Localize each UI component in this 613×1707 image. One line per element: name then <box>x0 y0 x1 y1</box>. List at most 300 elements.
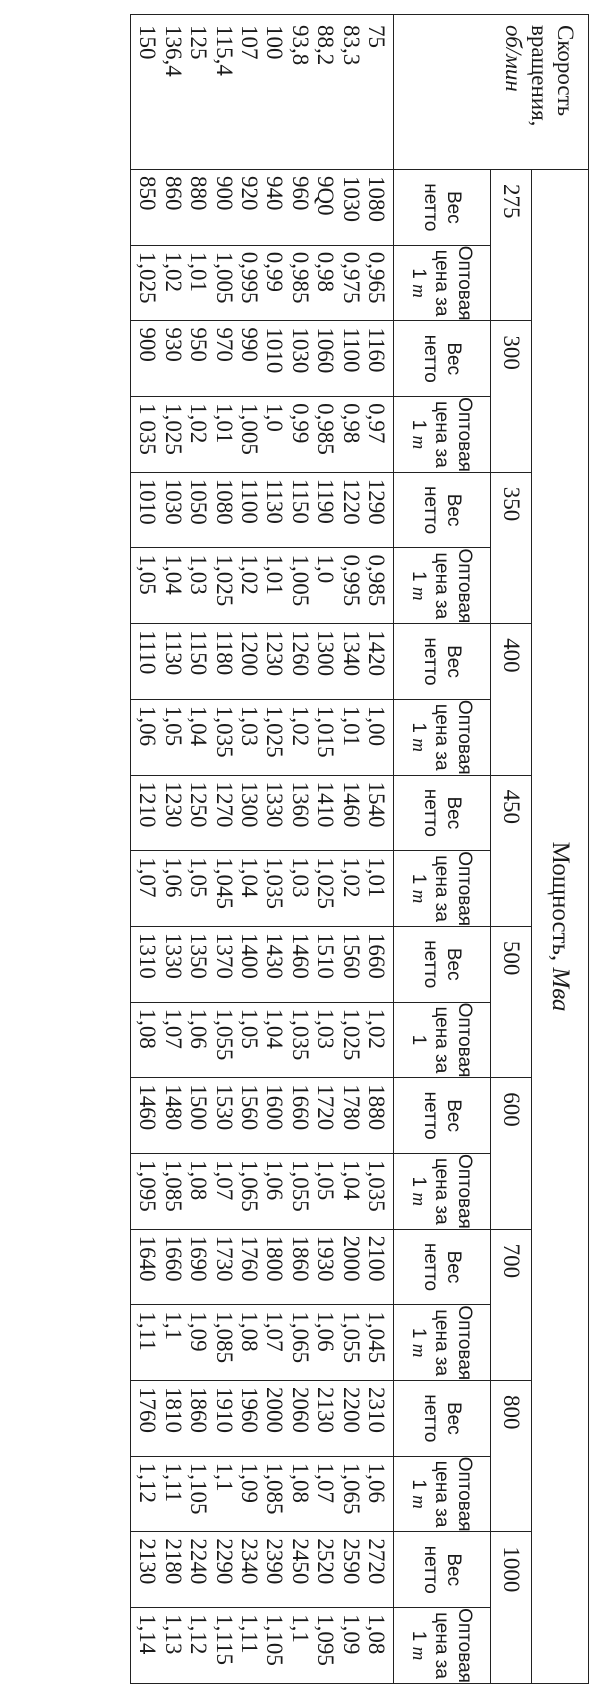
price-value: 1,06 <box>186 1008 212 1049</box>
price-value: 1,02 <box>287 705 313 747</box>
price-value: 1,065 <box>338 1462 364 1515</box>
price-label-line2: цена за 1 <box>408 249 453 317</box>
price-value: 1,06 <box>364 1462 389 1503</box>
price-header <box>394 1153 491 1229</box>
weight-value: 2130 <box>135 1538 161 1585</box>
price-value: 1,1 <box>287 1614 313 1643</box>
price-values-cell <box>130 1153 393 1229</box>
speed-value: 107 <box>236 25 262 60</box>
price-value: 1,005 <box>287 554 313 607</box>
price-value: 1,035 <box>262 857 288 909</box>
speed-value: 93,8 <box>287 25 313 66</box>
weight-value: 1510 <box>313 932 339 979</box>
price-value: 1,07 <box>135 857 161 898</box>
weight-value: 930 <box>160 327 186 362</box>
weight-value: 1300 <box>236 781 262 828</box>
price-value: 1,085 <box>262 1462 288 1515</box>
weight-value: 1720 <box>313 1084 339 1131</box>
weight-value: 2060 <box>287 1387 313 1433</box>
price-unit: т <box>408 1495 430 1509</box>
weight-value: 1880 <box>364 1084 389 1131</box>
weight-value: 1190 <box>313 478 339 524</box>
weight-value: 1210 <box>135 781 161 828</box>
price-value: 1,01 <box>211 403 237 444</box>
weight-value: 1780 <box>338 1084 364 1131</box>
weight-value: 2200 <box>338 1387 364 1433</box>
weight-value: 2390 <box>262 1538 288 1585</box>
weight-value: 1300 <box>313 630 339 677</box>
weight-value: 9Q0 <box>313 176 339 216</box>
price-value: 1,11 <box>236 1614 262 1654</box>
power-value: 800 <box>491 1381 532 1532</box>
weight-value: 1480 <box>160 1084 186 1131</box>
power-unit: Мва <box>547 967 574 1012</box>
price-value: 1,055 <box>287 1159 313 1212</box>
weight-value: 1340 <box>338 630 364 677</box>
price-value: 1,04 <box>262 1008 288 1049</box>
price-value: 1,055 <box>338 1311 364 1364</box>
price-header <box>394 1002 491 1078</box>
weight-value: 1960 <box>236 1387 262 1433</box>
weight-value: 950 <box>186 327 212 362</box>
weight-value: 1330 <box>262 781 288 828</box>
price-value: 1,0 <box>262 403 288 432</box>
weight-value: 1220 <box>338 478 364 525</box>
price-value: 1,07 <box>313 1462 339 1503</box>
weight-values-cell <box>130 1381 393 1457</box>
weight-value: 1310 <box>135 932 161 979</box>
price-value: 1,115 <box>211 1614 237 1665</box>
price-value: 1,095 <box>313 1614 339 1666</box>
speed-values-cell <box>130 15 393 170</box>
weight-value: 1030 <box>160 478 186 525</box>
price-value: 1,08 <box>364 1614 389 1655</box>
weight-value: 1290 <box>364 478 389 525</box>
weight-values-cell <box>130 1229 393 1305</box>
price-value: 1,02 <box>236 554 262 595</box>
weight-value: 1050 <box>186 478 212 525</box>
weight-value: 1080 <box>364 176 389 222</box>
weight-label: Вес нетто <box>420 1091 464 1140</box>
weight-value: 1460 <box>287 932 313 979</box>
weight-header <box>394 170 491 246</box>
price-header <box>394 245 491 321</box>
subheader-row <box>394 15 491 1684</box>
price-value: 1,12 <box>186 1614 212 1655</box>
power-value: 500 <box>491 926 532 1077</box>
price-value: 1,09 <box>338 1614 364 1655</box>
price-unit: т <box>408 586 430 601</box>
power-value: 400 <box>491 624 532 775</box>
price-value: 1,025 <box>338 1008 364 1061</box>
price-header <box>394 548 491 624</box>
price-value: 1,12 <box>135 1462 161 1503</box>
price-value: 1,05 <box>236 1008 262 1049</box>
weight-label: Вес нетто <box>420 940 464 989</box>
weight-value: 1600 <box>262 1084 288 1131</box>
weight-value: 2310 <box>364 1387 389 1433</box>
power-value: 275 <box>491 170 532 321</box>
power-title: Мощность, <box>547 841 574 962</box>
price-value: 1,02 <box>364 1008 389 1049</box>
weight-values-cell <box>130 1532 393 1608</box>
weight-label: Вес нетто <box>420 183 464 232</box>
weight-value: 860 <box>160 176 186 211</box>
price-value: 0,995 <box>338 554 364 607</box>
price-value: 1,065 <box>287 1311 313 1364</box>
weight-value: 1400 <box>236 932 262 979</box>
price-value: 1,02 <box>338 857 364 898</box>
weight-values-cell <box>130 321 393 397</box>
price-value: 1,045 <box>364 1311 389 1364</box>
weight-value: 1460 <box>338 781 364 828</box>
speed-value: 125 <box>186 25 212 60</box>
weight-value: 1160 <box>364 327 389 373</box>
price-values-cell <box>130 548 393 624</box>
weight-value: 970 <box>211 327 237 362</box>
weight-value: 1030 <box>338 176 364 222</box>
weight-value: 1150 <box>287 478 313 524</box>
price-value: 0,985 <box>313 403 339 455</box>
price-value: 0,965 <box>364 251 389 304</box>
price-header <box>394 1456 491 1532</box>
weight-header <box>394 321 491 397</box>
speed-column-header <box>394 15 589 170</box>
price-values-cell <box>130 1608 393 1684</box>
weight-label: Вес нетто <box>420 637 464 686</box>
speed-value: 88,2 <box>313 25 339 66</box>
price-unit: т <box>408 284 430 298</box>
price-value: 1,08 <box>236 1311 262 1352</box>
weight-value: 1410 <box>313 781 339 828</box>
weight-value: 2290 <box>211 1538 237 1585</box>
price-value: 0,99 <box>262 251 288 292</box>
price-header <box>394 1608 491 1684</box>
weight-value: 1730 <box>211 1235 237 1282</box>
price-value: 1,03 <box>186 554 212 595</box>
price-value: 1,13 <box>160 1614 186 1655</box>
price-values-cell <box>130 245 393 321</box>
weight-value: 2340 <box>236 1538 262 1585</box>
price-value: 1,005 <box>236 403 262 455</box>
price-value: 1,105 <box>262 1614 288 1666</box>
speed-value: 150 <box>135 25 161 60</box>
weight-value: 1370 <box>211 932 237 979</box>
weight-value: 1560 <box>338 932 364 979</box>
weight-label: Вес нетто <box>420 1394 464 1443</box>
weight-value: 2720 <box>364 1538 389 1585</box>
weight-value: 1660 <box>287 1084 313 1131</box>
price-value: 1,11 <box>160 1462 186 1503</box>
speed-value: 83,3 <box>338 25 364 66</box>
power-header <box>532 170 589 1684</box>
price-value: 1,1 <box>211 1462 237 1492</box>
weight-header <box>394 1532 491 1608</box>
weight-values-cell <box>130 170 393 246</box>
price-header <box>394 397 491 473</box>
weight-value: 1660 <box>364 932 389 979</box>
weight-values-cell <box>130 926 393 1002</box>
price-value: 1,05 <box>160 705 186 747</box>
weight-value: 2000 <box>338 1235 364 1282</box>
data-row <box>130 15 393 1684</box>
price-value: 0,98 <box>313 251 339 292</box>
price-value: 0,975 <box>338 251 364 304</box>
price-label-line2: цена за 1 <box>408 400 453 468</box>
price-value: 1,03 <box>313 1008 339 1049</box>
speed-value: 75 <box>364 25 389 48</box>
weight-header <box>394 926 491 1002</box>
price-value: 1,025 <box>160 403 186 455</box>
price-values-cell <box>130 1305 393 1381</box>
price-values-cell <box>130 699 393 775</box>
weight-value: 1530 <box>211 1084 237 1131</box>
weight-value: 1010 <box>262 327 288 374</box>
price-header <box>394 1305 491 1381</box>
price-unit: т <box>408 435 430 450</box>
price-value: 1,03 <box>236 705 262 747</box>
price-value: 1,025 <box>211 554 237 607</box>
weight-value: 1810 <box>160 1387 186 1433</box>
price-value: 1,025 <box>262 705 288 758</box>
power-value: 700 <box>491 1229 532 1380</box>
price-value: 1,02 <box>186 403 212 444</box>
price-value: 1,06 <box>135 705 161 747</box>
power-value: 1000 <box>491 1532 532 1684</box>
price-label-line2: цена за 1 <box>408 1460 453 1528</box>
price-value: 1,085 <box>160 1159 186 1212</box>
weight-value: 960 <box>287 176 313 211</box>
weight-value: 1860 <box>287 1235 313 1282</box>
price-values-cell <box>130 1002 393 1078</box>
price-unit: т <box>408 1646 430 1661</box>
price-label-line1: Оптовая <box>454 1608 476 1683</box>
price-values-cell <box>130 1456 393 1532</box>
price-value: 1,035 <box>287 1008 313 1061</box>
weight-value: 1010 <box>135 478 161 525</box>
weight-value: 1230 <box>160 781 186 828</box>
price-header <box>394 851 491 927</box>
price-label-line1: Оптовая <box>454 1153 476 1229</box>
price-label-line2: цена за 1 <box>408 703 453 771</box>
weight-value: 2130 <box>313 1387 339 1433</box>
weight-value: 1110 <box>135 630 161 675</box>
speed-value: 100 <box>262 25 288 60</box>
weight-header <box>394 472 491 548</box>
speed-title: Скорость вращения, <box>527 25 578 127</box>
weight-value: 2590 <box>338 1538 364 1585</box>
price-value: 1,015 <box>313 705 339 758</box>
weight-value: 1180 <box>211 630 237 676</box>
weight-value: 1690 <box>186 1235 212 1282</box>
price-value: 1,025 <box>135 251 161 304</box>
weight-value: 1930 <box>313 1235 339 1282</box>
price-unit: т <box>408 1343 430 1358</box>
weight-value: 1150 <box>186 630 212 676</box>
price-value: 1,01 <box>186 251 212 292</box>
price-value: 1,01 <box>338 705 364 747</box>
weight-header <box>394 624 491 700</box>
price-value: 1,035 <box>364 1159 389 1212</box>
weight-value: 2100 <box>364 1235 389 1282</box>
price-value: 1,00 <box>364 705 389 747</box>
weight-value: 1060 <box>313 327 339 374</box>
price-value: 1,08 <box>135 1008 161 1049</box>
price-value: 0,97 <box>364 403 389 444</box>
weight-value: 1250 <box>186 781 212 828</box>
weight-header <box>394 1078 491 1154</box>
weight-value: 990 <box>236 327 262 362</box>
price-label-line1: Оптовая <box>454 1456 476 1532</box>
price-value: 1,02 <box>160 251 186 292</box>
weight-value: 1360 <box>287 781 313 828</box>
weight-value: 880 <box>186 176 212 211</box>
price-value: 1,085 <box>211 1311 237 1364</box>
price-value: 1,04 <box>236 857 262 898</box>
price-label-line1: Оптовая <box>454 1002 476 1078</box>
weight-value: 1260 <box>287 630 313 677</box>
price-label-line1: Оптовая <box>454 548 476 624</box>
power-value: 450 <box>491 775 532 926</box>
weight-label: Вес нетто <box>420 788 464 837</box>
weight-value: 1860 <box>186 1387 212 1433</box>
price-value: 1,08 <box>287 1462 313 1503</box>
weight-value: 1200 <box>236 630 262 677</box>
weight-header <box>394 1229 491 1305</box>
weight-value: 1100 <box>236 478 262 524</box>
price-value: 1,055 <box>211 1008 237 1061</box>
weight-value: 1430 <box>262 932 288 979</box>
weight-value: 1560 <box>236 1084 262 1131</box>
price-label-line2: цена за 1 <box>408 1612 453 1679</box>
power-values-row <box>491 15 532 1684</box>
weight-value: 900 <box>211 176 237 211</box>
power-value: 600 <box>491 1078 532 1229</box>
weight-value: 1100 <box>338 327 364 373</box>
price-value: 1,04 <box>160 554 186 595</box>
weight-value: 2000 <box>262 1387 288 1433</box>
price-value: 1,11 <box>135 1311 161 1351</box>
price-value: 1 035 <box>135 403 161 455</box>
price-value: 1,06 <box>313 1311 339 1352</box>
price-label-line1: Оптовая <box>454 699 476 775</box>
weight-value: 1420 <box>364 630 389 677</box>
speed-value: 136,4 <box>160 25 186 77</box>
weight-value: 2180 <box>160 1538 186 1585</box>
weight-value: 1230 <box>262 630 288 677</box>
price-value: 1,025 <box>313 857 339 909</box>
price-value: 1,095 <box>135 1159 161 1212</box>
weight-value: 900 <box>135 327 161 362</box>
weight-value: 1800 <box>262 1235 288 1282</box>
weight-value: 1640 <box>135 1235 161 1282</box>
price-value: 1,09 <box>236 1462 262 1503</box>
price-value: 1,105 <box>186 1462 212 1515</box>
price-value: 1,01 <box>364 857 389 898</box>
price-label-line1: Оптовая <box>454 397 476 472</box>
weight-values-cell <box>130 775 393 851</box>
price-value: 1,045 <box>211 857 237 909</box>
weight-label: Вес нетто <box>420 1545 464 1594</box>
weight-header <box>394 1381 491 1457</box>
weight-value: 1460 <box>135 1084 161 1131</box>
weight-value: 1540 <box>364 781 389 828</box>
price-value: 1,05 <box>186 857 212 898</box>
price-value: 1,08 <box>186 1159 212 1201</box>
price-value: 1,1 <box>160 1311 186 1341</box>
price-header <box>394 699 491 775</box>
price-value: 1,05 <box>135 554 161 595</box>
weight-value: 850 <box>135 176 161 211</box>
weight-value: 940 <box>262 176 288 211</box>
price-value: 0,985 <box>364 554 389 607</box>
weight-value: 2520 <box>313 1538 339 1585</box>
price-unit: т <box>408 738 430 752</box>
weight-value: 1270 <box>211 781 237 828</box>
price-value: 1,03 <box>287 857 313 898</box>
price-value: 1,065 <box>236 1159 262 1212</box>
price-value: 0,995 <box>236 251 262 304</box>
weight-header <box>394 775 491 851</box>
price-value: 0,985 <box>287 251 313 304</box>
price-label-line2: цена за 1 <box>408 1309 453 1377</box>
weight-value: 2240 <box>186 1538 212 1585</box>
price-value: 1,07 <box>262 1311 288 1352</box>
weight-value: 1910 <box>211 1387 237 1433</box>
price-label-line1: Оптовая <box>454 245 476 321</box>
price-values-cell <box>130 397 393 473</box>
weight-value: 920 <box>236 176 262 211</box>
price-value: 1,07 <box>211 1159 237 1201</box>
price-value: 1,06 <box>160 857 186 898</box>
price-value: 1,04 <box>186 705 212 747</box>
price-label-line2: цена за 1 <box>408 855 453 922</box>
price-value: 1,035 <box>211 705 237 758</box>
price-value: 1,07 <box>160 1008 186 1049</box>
weight-value: 1760 <box>135 1387 161 1433</box>
power-value: 350 <box>491 472 532 623</box>
weight-value: 1350 <box>186 932 212 979</box>
speed-value: 115,4 <box>211 25 237 76</box>
price-value: 1,0 <box>313 554 339 584</box>
weight-label: Вес нетто <box>420 334 464 383</box>
generator-price-table <box>130 14 589 1684</box>
price-label-line1: Оптовая <box>454 851 476 927</box>
price-unit: т <box>408 889 430 904</box>
price-label-line1: Оптовая <box>454 1305 476 1381</box>
weight-value: 1030 <box>287 327 313 374</box>
price-values-cell <box>130 851 393 927</box>
price-unit: т <box>408 1192 430 1207</box>
weight-value: 1660 <box>160 1235 186 1282</box>
price-value: 1,005 <box>211 251 237 304</box>
price-value: 1,04 <box>338 1159 364 1201</box>
weight-values-cell <box>130 624 393 700</box>
weight-values-cell <box>130 472 393 548</box>
price-value: 1,06 <box>262 1159 288 1201</box>
weight-values-cell <box>130 1078 393 1154</box>
price-value: 1,01 <box>262 554 288 595</box>
price-label-line2: цена за 1 <box>408 1006 453 1074</box>
price-value: 1,05 <box>313 1159 339 1201</box>
power-value: 300 <box>491 321 532 472</box>
weight-value: 1330 <box>160 932 186 979</box>
price-value: 0,98 <box>338 403 364 444</box>
price-value: 1,14 <box>135 1614 161 1655</box>
speed-unit: об/мин <box>501 25 526 92</box>
price-value: 1,09 <box>186 1311 212 1352</box>
weight-label: Вес нетто <box>420 486 464 535</box>
